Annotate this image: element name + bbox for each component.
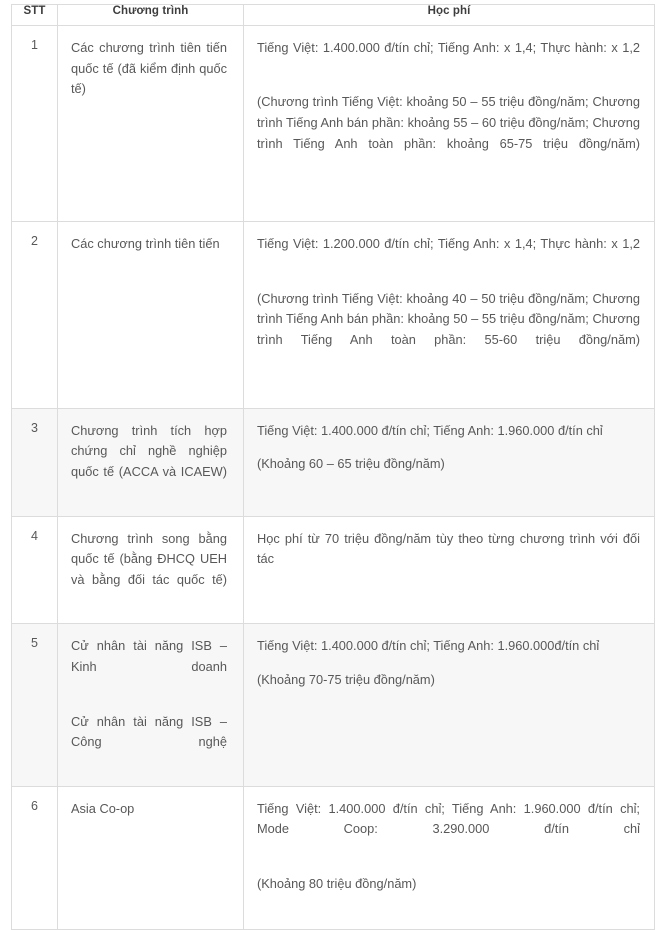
cell-stt: 4 [12,516,58,624]
table-row [12,26,655,222]
table-row [12,516,655,624]
program-text-line-2: Cử nhân tài năng ISB – Công nghệ [71,713,227,750]
cell-program [58,408,244,516]
cell-program [58,516,244,624]
table-row [12,222,655,408]
row-spacer [257,475,640,487]
fee-text-line-1: Tiếng Việt: 1.400.000 đ/tín chỉ; Tiếng Anh: 1.960.000đ/tín chỉ [257,638,600,654]
table-row [12,408,655,516]
program-text: Chương trình song bằng quốc tế (bằng ĐHCQ UEH và bằng đối tác quốc tế) [71,530,227,587]
cell-stt: 5 [12,624,58,786]
program-text-line-1: Cử nhân tài năng ISB – Kinh doanh [71,638,227,675]
fee-text-line-2: (Chương trình Tiếng Việt: khoảng 40 – 50 triệu đồng/năm; Chương trình Tiếng Anh bán phần: khoảng 50 – 55 triệu đồng/năm; Chương trình Tiếng Anh toàn phần: 55-60 triệu đồng/năm) [257,290,640,348]
fee-text-line-1: Học phí từ 70 triệu đồng/năm tùy theo từng chương trình với đối tác [257,530,640,567]
fee-text-line-2: (Khoảng 70-75 triệu đồng/năm) [257,672,435,688]
fee-text-line-1: Tiếng Việt: 1.200.000 đ/tín chỉ; Tiếng Anh: x 1,4; Thực hành: x 1,2 [257,236,640,252]
row-spacer [257,175,640,209]
cell-program [58,624,244,786]
fee-text-line-2: (Khoảng 80 triệu đồng/năm) [257,875,417,891]
program-text: Các chương trình tiên tiến [71,236,220,252]
cell-stt: 6 [12,786,58,929]
cell-stt: 1 [12,26,58,222]
program-text: Các chương trình tiên tiến quốc tế (đã kiểm định quốc tế) [71,40,227,97]
cell-program [58,222,244,408]
cell-program [58,786,244,929]
table-row [12,786,655,929]
table-header [12,5,655,26]
tuition-fee-table-container [11,4,654,930]
fee-text-line-1: Tiếng Việt: 1.400.000 đ/tín chỉ; Tiếng Anh: x 1,4; Thực hành: x 1,2 [257,40,640,55]
fee-text-line-2: (Khoảng 60 – 65 triệu đồng/năm) [257,456,445,472]
cell-fee [244,408,655,516]
fee-text-line-2: (Chương trình Tiếng Việt: khoảng 50 – 55 triệu đồng/năm; Chương trình Tiếng Anh bán phần: khoảng 55 – 60 triệu đồng/năm; Chương trình Tiếng Anh toàn phần: khoảng 65-75 triệu đồng/năm) [257,94,640,151]
cell-program [58,26,244,222]
table-row [12,624,655,786]
fee-text-line-1: Tiếng Việt: 1.400.000 đ/tín chỉ; Tiếng Anh: 1.960.000 đ/tín chỉ; Mode Coop: 3.290.000 đ/tín chỉ [257,800,640,837]
cell-fee [244,222,655,408]
program-text: Chương trình tích hợp chứng chỉ nghề nghiệp quốc tế (ACCA và ICAEW) [71,422,227,480]
row-spacer [257,372,640,396]
cell-fee [244,624,655,786]
cell-stt: 2 [12,222,58,408]
row-spacer [257,591,640,611]
cell-stt: 3 [12,408,58,516]
program-text: Asia Co-op [71,800,135,816]
row-spacer [257,895,640,917]
cell-fee [244,786,655,929]
cell-fee [244,516,655,624]
cell-fee [244,26,655,222]
row-spacer [257,691,640,707]
column-header-fee: Học phí [244,5,655,26]
table-body [12,26,655,930]
tuition-fee-table [11,4,655,930]
fee-text-line-1: Tiếng Việt: 1.400.000 đ/tín chỉ; Tiếng Anh: 1.960.000 đ/tín chỉ [257,422,603,438]
column-header-stt: STT [12,5,58,26]
header-row [12,5,655,26]
column-header-program: Chương trình [58,5,244,26]
